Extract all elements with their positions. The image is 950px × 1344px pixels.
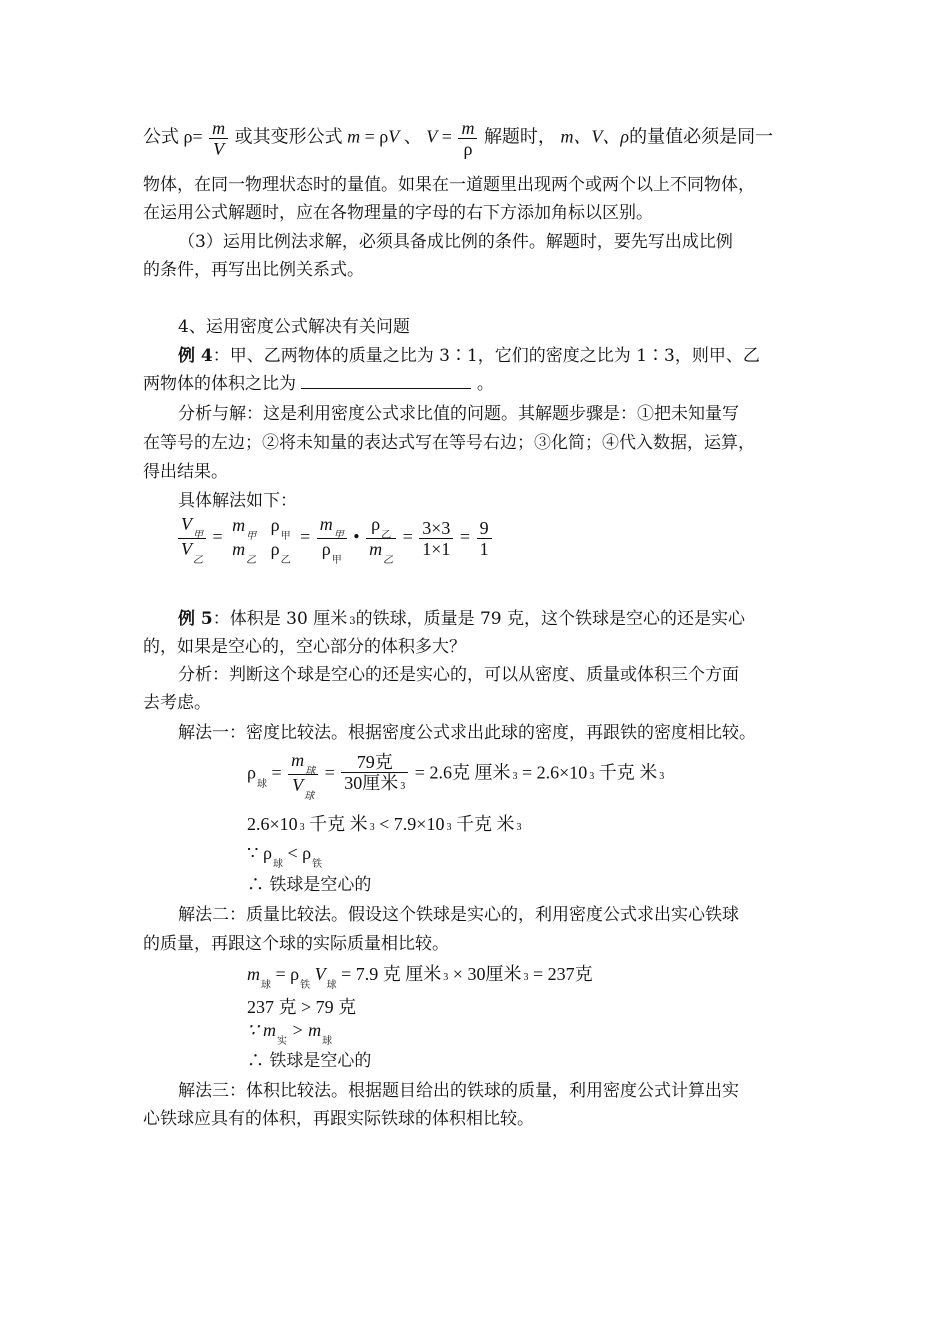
method1-because: ∵ $\rho_球 < \rho_铁$ (247, 843, 323, 870)
method1-title: 解法一：密度比较法。根据密度公式求出此球的密度，再跟铁的密度相比较。 (178, 723, 756, 743)
example5-analysis1: 分析：判断这个球是空心的还是实心的，可以从密度、质量或体积三个方面 (178, 665, 739, 685)
example4-label: 例 4 (178, 346, 213, 366)
example4-analysis1: 分析与解：这是利用密度公式求比值的问题。其解题步骤是：①把未知量写 (178, 404, 739, 424)
para1-line3: 在运用公式解题时，应在各物理量的字母的右下方添加角标以区别。 (143, 203, 653, 223)
para2-line2: 的条件，再写出比例关系式。 (143, 260, 364, 280)
para1-line2: 物体，在同一物理状态时的量值。如果在一道题里出现两个或两个以上不同物体， (143, 175, 755, 195)
method1-density-equation: $\rho_球$ = $\frac{m_球}{V_球}$ = $\frac{\text{79克}}{\text{30厘米 3}}$ = 2.6克 厘米 3 = 2.6×10 3 千克 米 3 (247, 750, 665, 802)
example5-line1: 例 5：体积是 30 厘米 3的铁球，质量是 79 克，这个铁球是空心的还是实心 (178, 609, 746, 629)
example5-analysis2: 去考虑。 (143, 693, 211, 713)
volume-fraction: $\frac{m}{\rho}$ (458, 118, 477, 159)
density-fraction: $\frac{m}{V}$ (209, 118, 228, 159)
method3-title1: 解法三：体积比较法。根据题目给出的铁球的质量，利用密度公式计算出实 (178, 1081, 739, 1101)
method3-title2: 心铁球应具有的体积，再跟实际铁球的体积相比较。 (143, 1109, 534, 1129)
para2-line1: （3）运用比例法求解，必须具备成比例的条件。解题时，要先写出成比例 (178, 232, 733, 252)
method2-because: ∵ $m_实 > m_球$ (247, 1020, 333, 1047)
ratio-equation: $\frac{V_甲}{V_乙}$ = $m_甲$ $m_乙$ $\rho_甲$ $\rho_乙$ = $\frac{m_甲}{\rho_甲}$ • $\frac{\rho_乙}{m_乙}$ = $\frac{3\times 3}{1\times 1}$ = $\frac{9}{1}$ (176, 514, 494, 563)
example5-label: 例 5 (178, 609, 213, 629)
example4-method: 具体解法如下： (178, 491, 297, 511)
example5-line2: 的，如果是空心的，空心部分的体积多大？ (143, 637, 466, 657)
formula-prefix: 公式 (143, 126, 179, 147)
method1-compare: 2.6×10 3 千克 米 3 < 7.9×10 3 千克 米 3 (247, 814, 522, 834)
method2-title2: 的质量，再跟这个球的实际质量相比较。 (143, 934, 449, 954)
example4-analysis3: 得出结果。 (143, 462, 228, 482)
method2-mass-equation: $m_球 = \rho_铁$ $V_球 = 7.9$ 克 厘米 3 × 30厘米 3 = 237克 (247, 964, 593, 991)
example4-analysis2: 在等号的左边；②将未知量的表达式写在等号右边；③化简；④代入数据，运算， (143, 433, 755, 453)
mid-text: 或其变形公式 (234, 126, 343, 147)
method2-therefore: ∴ 铁球是空心的 (247, 1051, 372, 1071)
method1-therefore: ∴ 铁球是空心的 (247, 875, 372, 895)
method2-compare: 237 克 > 79 克 (247, 997, 357, 1017)
example4-line1: 例 4：甲、乙两物体的质量之比为 3∶1，它们的密度之比为 1∶3，则甲、乙 (178, 346, 760, 366)
method2-title1: 解法二：质量比较法。假设这个铁球是实心的，利用密度公式求出实心铁球 (178, 905, 739, 925)
section4-title: 4、运用密度公式解决有关问题 (178, 317, 410, 337)
formula-line: 公式 ρ= $\frac{m}{V}$ 或其变形公式 m = ρV 、 V = $\frac{m}{\rho}$ 解题时， m、V、ρ的量值必须是同一 (143, 118, 774, 159)
example4-line2: 两物体的体积之比为 。 (143, 374, 494, 394)
answer-blank[interactable] (301, 372, 471, 389)
